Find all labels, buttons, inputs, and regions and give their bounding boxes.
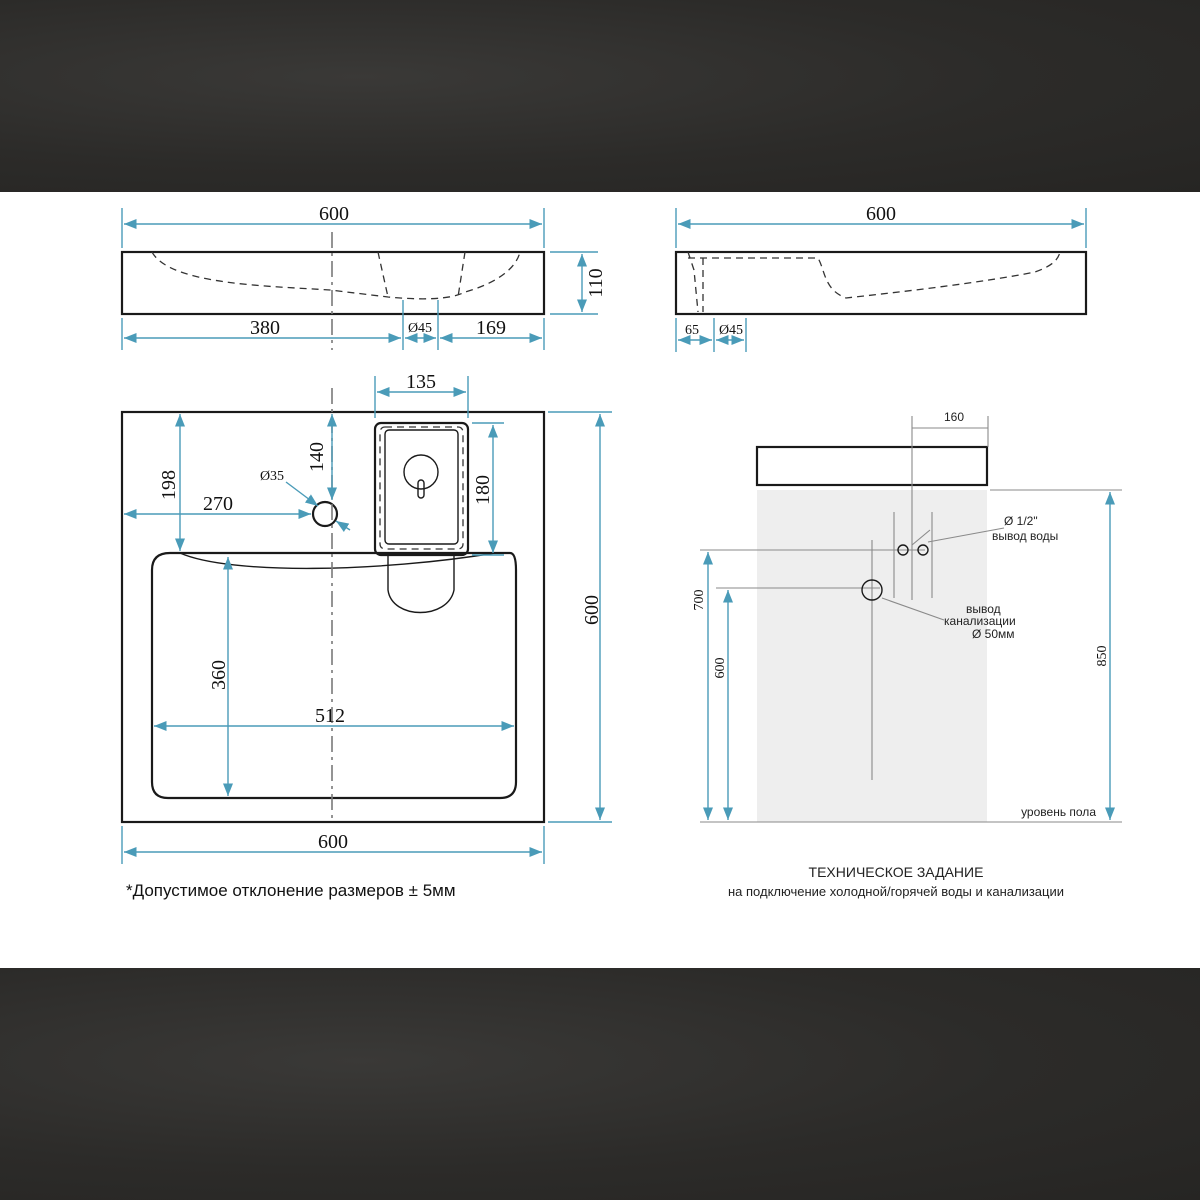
overall-width-label: 600 <box>318 831 348 853</box>
side-width-label: 600 <box>866 203 896 225</box>
side-view <box>676 203 1086 352</box>
water-outlet-diameter-label: Ø 1/2" <box>1004 514 1038 528</box>
height-700-label: 700 <box>692 589 707 611</box>
front-view-outline <box>122 252 544 314</box>
top-view <box>122 371 612 900</box>
bowl-from-back-label: 198 <box>158 470 180 500</box>
basin-profile <box>757 447 987 485</box>
front-view <box>122 203 607 350</box>
soap-recess-inner <box>385 430 458 544</box>
side-offset-label: 65 <box>685 323 699 338</box>
front-height-label: 110 <box>585 268 607 298</box>
drain-label-line1: вывод <box>966 602 1001 616</box>
tap-hole-from-left-label: 270 <box>203 493 233 515</box>
side-view-hidden-line <box>688 252 1060 312</box>
bowl-width-label: 512 <box>315 705 345 727</box>
side-outlet-diameter-label: Ø45 <box>718 323 744 338</box>
basin-bowl <box>152 553 516 798</box>
overall-depth-label: 600 <box>581 595 603 625</box>
front-outlet-diameter-label: Ø45 <box>407 321 433 336</box>
technical-spec-title: ТЕХНИЧЕСКОЕ ЗАДАНИЕ <box>808 864 984 880</box>
tap-hole-from-back-label: 140 <box>306 442 328 472</box>
height-600-label: 600 <box>713 657 728 679</box>
technical-spec-subtitle: на подключение холодной/горячей воды и канализации <box>727 884 1065 899</box>
bowl-depth-label: 360 <box>208 660 230 690</box>
side-view-outline <box>676 252 1086 314</box>
front-view-bowl-hidden-line <box>152 252 520 299</box>
tap-hole-diameter-label: Ø35 <box>259 469 285 484</box>
height-850-label: 850 <box>1095 645 1110 667</box>
left-to-outlet-label: 380 <box>250 317 280 339</box>
floor-level-label: уровень пола <box>1021 805 1096 819</box>
front-view-outlet-hidden-line <box>378 252 465 297</box>
drain-diameter-label: Ø 50мм <box>972 627 1015 641</box>
soap-recess-height-label: 180 <box>472 475 494 505</box>
drain-label-line2: канализации <box>944 614 1016 628</box>
pipe-spacing-label: 160 <box>943 410 965 424</box>
water-outlet-label: вывод воды <box>992 529 1059 543</box>
front-width-label: 600 <box>319 203 349 225</box>
faucet-hole <box>404 455 438 489</box>
outlet-to-right-label: 169 <box>476 317 506 339</box>
top-view-outline <box>122 412 544 822</box>
soap-recess-width-label: 135 <box>406 371 436 393</box>
tolerance-note: *Допустимое отклонение размеров ± 5мм <box>126 881 456 900</box>
installation-scheme <box>692 410 1122 899</box>
